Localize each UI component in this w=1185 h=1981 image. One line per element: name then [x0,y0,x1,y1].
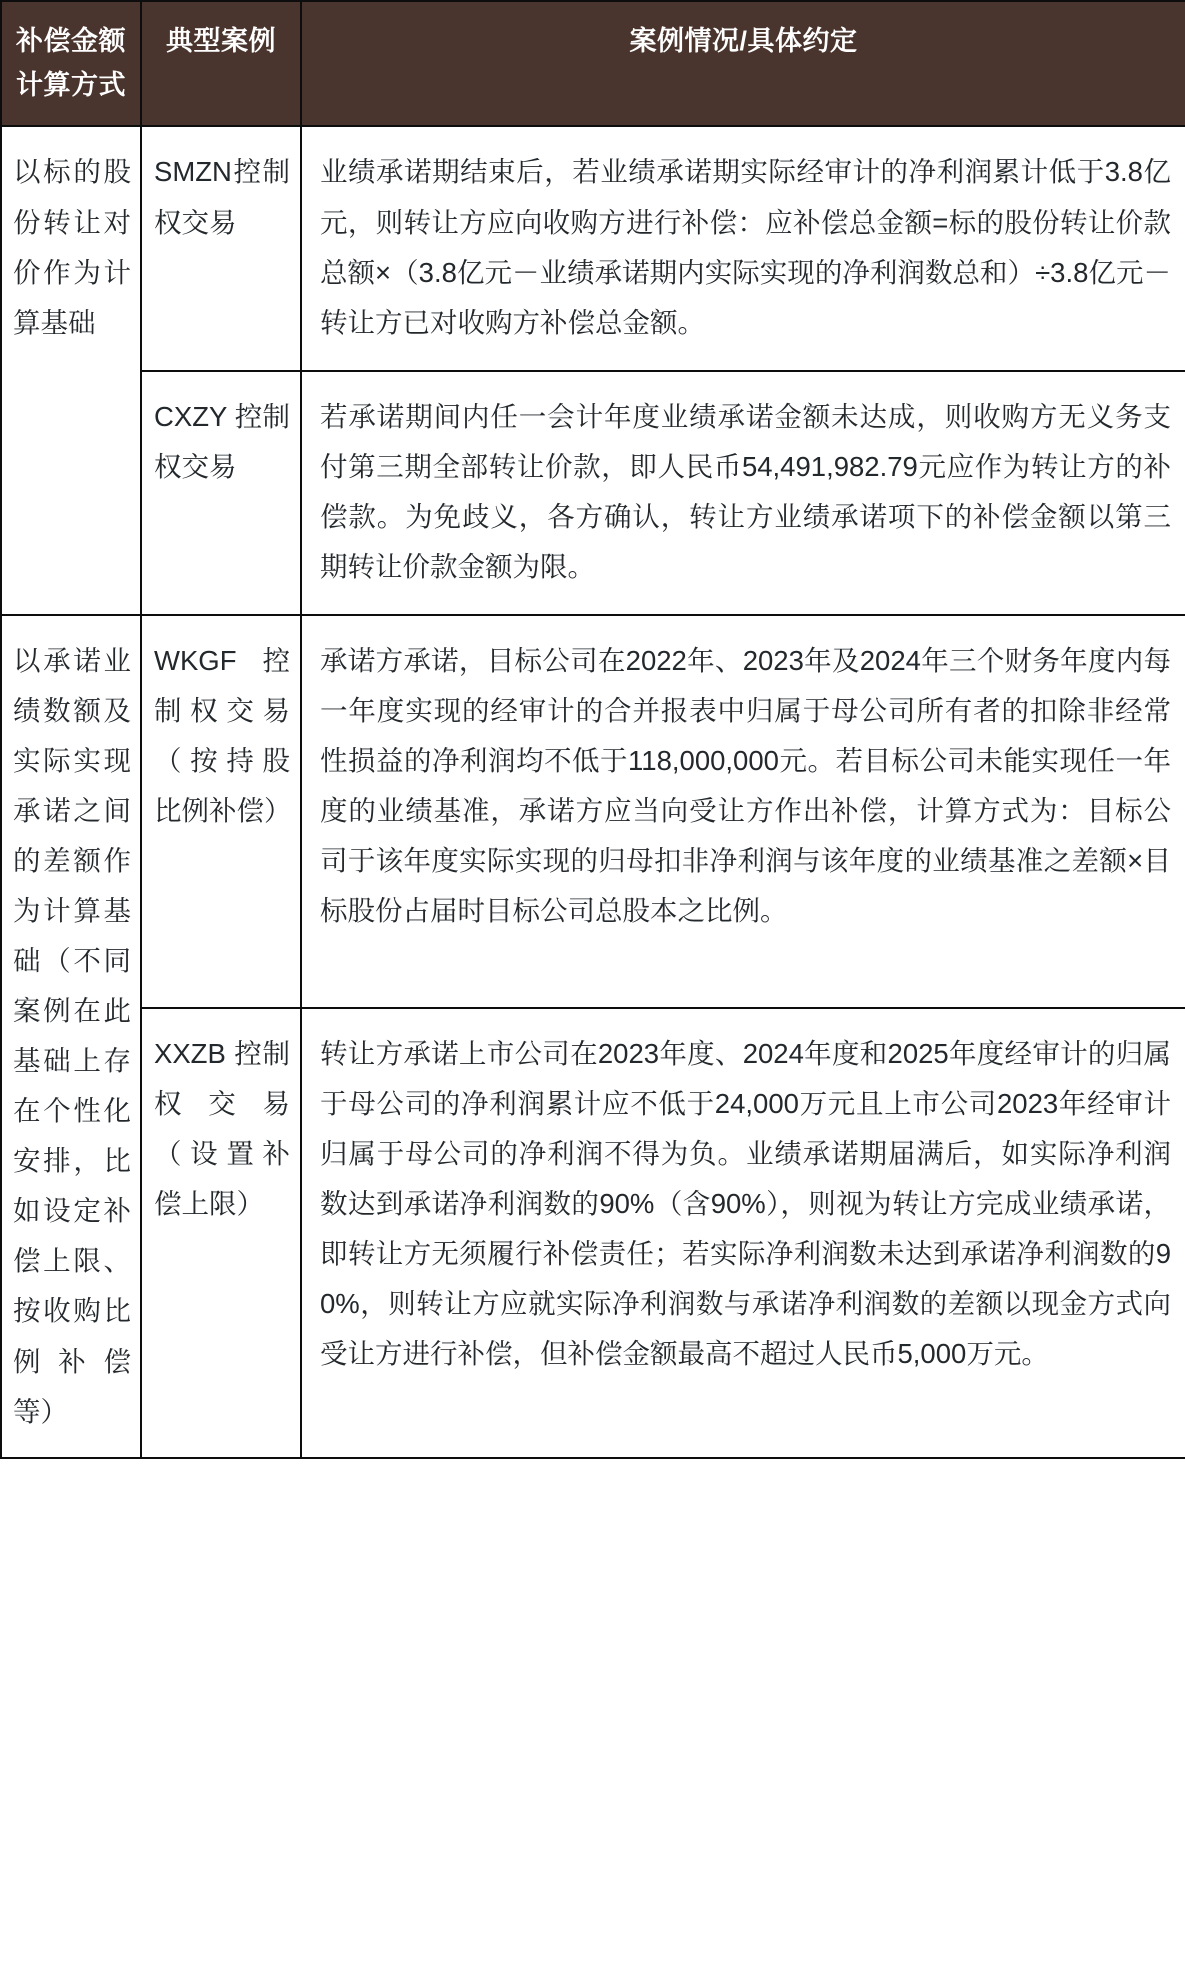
table-row [1,615,1185,1008]
cell-case-name-smzn: SMZN控制权交易 [141,126,301,370]
column-header-calculation-method-line1: 补偿金额 [16,26,126,56]
column-header-calculation-method-line2: 计算方式 [16,69,126,100]
cell-case-description-smzn: 业绩承诺期结束后，若业绩承诺期实际经审计的净利润累计低于3.8亿元，则转让方应向收购方进行补偿：应补偿总金额=标的股份转让价款总额×（3.8亿元－业绩承诺期内实际实现的净利润数总和）÷3.8亿元－转让方已对收购方补偿总金额。 [301,126,1185,370]
table-row [1,126,1185,370]
column-header-typical-case: 典型案例 [141,1,301,126]
cell-case-name-cxzy: CXZY 控制权交易 [141,371,301,615]
cell-case-name-xxzb: XXZB 控制权交易（设置补偿上限） [141,1008,301,1458]
cell-case-name-wkgf: WKGF 控制权交易（按持股比例补偿） [141,615,301,1008]
cell-case-description-cxzy: 若承诺期间内任一会计年度业绩承诺金额未达成，则收购方无义务支付第三期全部转让价款，即人民币54,491,982.79元应作为转让方的补偿款。为免歧义，各方确认，转让方业绩承诺项下的补偿金额以第三期转让价款金额为限。 [301,371,1185,615]
cell-calculation-method-group-2: 以承诺业绩数额及实际实现承诺之间的差额作为计算基础（不同案例在此基础上存在个性化安排，比如设定补偿上限、按收购比例补偿等） [1,615,141,1458]
column-header-case-description: 案例情况/具体约定 [301,1,1185,126]
table-header-row [1,1,1185,126]
table-header [1,1,1185,126]
column-header-calculation-method [1,1,141,126]
table-row [1,371,1185,615]
table-row [1,1008,1185,1458]
table-body [1,126,1185,1457]
cell-case-description-xxzb: 转让方承诺上市公司在2023年度、2024年度和2025年度经审计的归属于母公司的净利润累计应不低于24,000万元且上市公司2023年经审计归属于母公司的净利润不得为负。业绩承诺期届满后，如实际净利润数达到承诺净利润数的90%（含90%），则视为转让方完成业绩承诺，即转让方无须履行补偿责任；若实际净利润数未达到承诺净利润数的90%，则转让方应就实际净利润数与承诺净利润数的差额以现金方式向受让方进行补偿，但补偿金额最高不超过人民币5,000万元。 [301,1008,1185,1458]
cell-case-description-wkgf: 承诺方承诺，目标公司在2022年、2023年及2024年三个财务年度内每一年度实现的经审计的合并报表中归属于母公司所有者的扣除非经常性损益的净利润均不低于118,000,000元。若目标公司未能实现任一年度的业绩基准，承诺方应当向受让方作出补偿，计算方式为：目标公司于该年度实际实现的归母扣非净利润与该年度的业绩基准之差额×目标股份占届时目标公司总股本之比例。 [301,615,1185,1008]
cell-calculation-method-group-1: 以标的股份转让对价作为计算基础 [1,126,141,614]
